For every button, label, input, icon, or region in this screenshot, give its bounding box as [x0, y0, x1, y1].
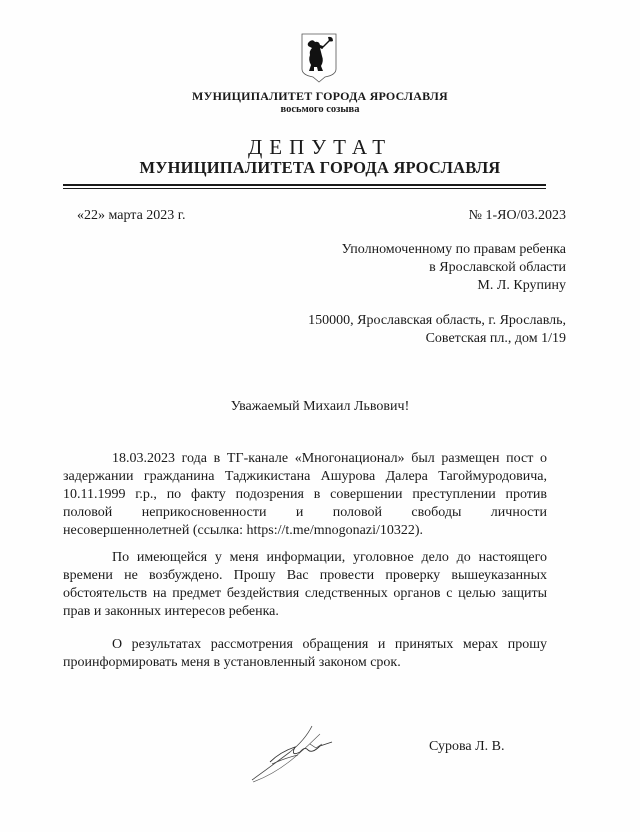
addressee-line: в Ярославской области	[429, 260, 566, 275]
letter-date: «22» марта 2023 г.	[77, 208, 186, 223]
paragraph-text: О результатах рассмотрения обращения и принятых мерах прошу проинформировать меня в установленный законом срок.	[63, 637, 547, 670]
letter-number: № 1-ЯО/03.2023	[468, 208, 566, 223]
document-title: ДЕПУТАТ	[247, 135, 393, 159]
handwritten-signature-icon	[250, 722, 335, 784]
address-block	[246, 312, 566, 348]
body-paragraph	[63, 636, 547, 672]
address-line: Советская пл., дом 1/19	[425, 331, 566, 346]
addressee-line: Уполномоченному по правам ребенка	[341, 242, 566, 257]
signer-name: Сурова Л. В.	[429, 739, 505, 754]
yaroslavl-coat-of-arms-bear-icon	[301, 33, 337, 83]
convocation-label: восьмого созыва	[280, 104, 360, 115]
address-line: 150000, Ярославская область, г. Ярославль,	[308, 313, 566, 328]
body-paragraph	[63, 450, 547, 540]
paragraph-text: 18.03.2023 года в ТГ-канале «Многонационал» был размещен пост о задержании гражданина Таджикистана Ашурова Далера Тагоймуродовича, 10.11.1999 г.р., по факту подозрения в совершении преступлении против половой неприкосновенности и половой свободы личности несовершеннолетней (ссылка: https://t.me/mnogonazi/10322).	[63, 451, 547, 538]
addressee-line: М. Л. Крупину	[477, 278, 566, 293]
header-divider-thin	[63, 188, 546, 189]
organization-name: МУНИЦИПАЛИТЕТ ГОРОДА ЯРОСЛАВЛЯ	[192, 89, 448, 103]
greeting: Уважаемый Михаил Львович!	[230, 399, 410, 414]
addressee-block	[246, 241, 566, 295]
body-paragraph	[63, 549, 547, 621]
document-subtitle: МУНИЦИПАЛИТЕТА ГОРОДА ЯРОСЛАВЛЯ	[139, 158, 501, 177]
paragraph-text: По имеющейся у меня информации, уголовное дело до настоящего времени не возбуждено. Прошу Вас провести проверку вышеуказанных обстоятельств на предмет бездействия следственных органов с целью защиты прав и законных интересов ребенка.	[63, 550, 547, 619]
header-divider-thick	[63, 184, 546, 186]
